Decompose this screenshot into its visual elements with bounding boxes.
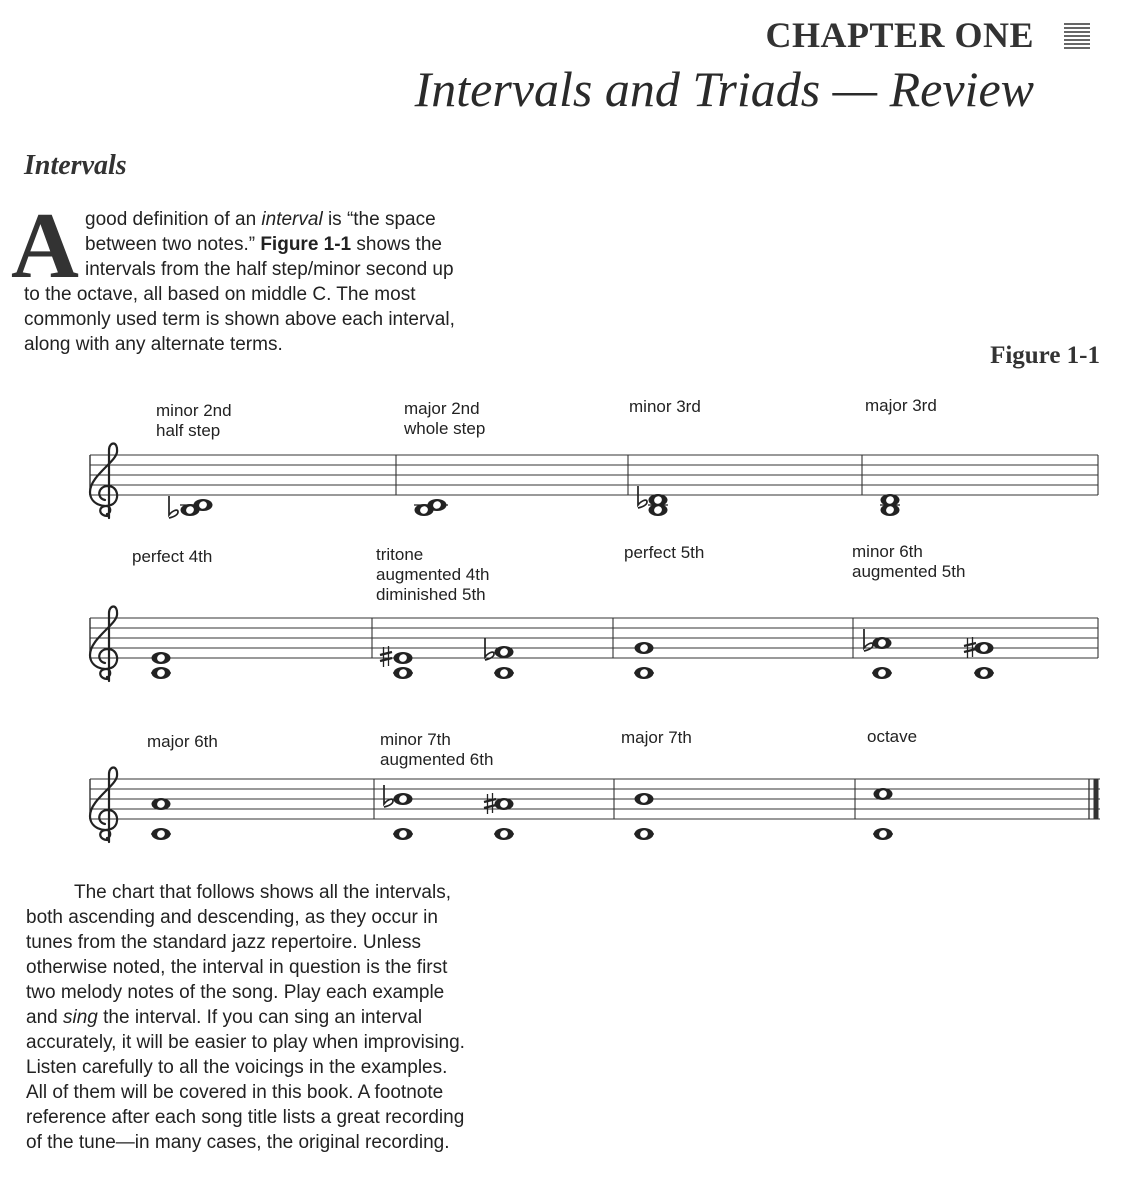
body-line: Listen carefully to all the voicings in the examples.: [26, 1057, 448, 1078]
notes-major-3rd: [880, 494, 900, 516]
interval-label-minor-2nd: minor 2nd half step: [156, 401, 232, 440]
body-line: accurately, it will be easier to play when improvising.: [26, 1032, 465, 1053]
chapter-title: Intervals and Triads — Review: [414, 61, 1034, 117]
body-paragraph: [26, 880, 546, 1155]
interval-label-perfect-5th: perfect 5th: [624, 543, 705, 562]
chapter-label: CHAPTER ONE: [765, 15, 1034, 55]
body-line: of the tune—in many cases, the original recording.: [26, 1132, 450, 1153]
staff-system-1: [90, 444, 1098, 519]
notes-minor-3rd: [638, 486, 668, 516]
body-line: both ascending and descending, as they occur in: [26, 907, 438, 928]
interval-label-major-3rd: major 3rd: [865, 396, 937, 415]
notes-octave: [873, 788, 893, 840]
interval-label-tritone: tritone augmented 4th diminished 5th: [376, 545, 490, 604]
intro-line: along with any alternate terms.: [24, 334, 283, 355]
body-line: All of them will be covered in this book. A footnote: [26, 1082, 444, 1103]
notes-minor-7th: [384, 785, 514, 840]
interval-label-octave: octave: [867, 727, 918, 746]
interval-label-minor-6th: minor 6th augmented 5th: [852, 542, 966, 581]
staff-system-2: [90, 607, 1098, 682]
notes-minor-2nd: [169, 496, 213, 518]
interval-label-major-2nd: major 2nd whole step: [404, 399, 486, 438]
notes-perfect-4th: [151, 652, 171, 679]
notes-major-7th: [634, 793, 654, 840]
body-line: The chart that follows shows all the intervals,: [74, 882, 452, 903]
body-line: reference after each song title lists a great recording: [26, 1107, 465, 1128]
figure-label: Figure 1-1: [990, 342, 1100, 369]
notes-major-2nd: [414, 499, 448, 516]
drop-cap: A: [11, 194, 79, 298]
intro-line: to the octave, all based on middle C. The most: [24, 284, 416, 305]
interval-label-major-6th: major 6th: [147, 732, 218, 751]
body-line: two melody notes of the song. Play each example: [26, 982, 445, 1003]
interval-label-major-7th: major 7th: [621, 728, 692, 747]
intro-line: intervals from the half step/minor second up: [85, 259, 454, 280]
staff-system-3: [90, 768, 1100, 843]
interval-label-minor-7th: minor 7th augmented 6th: [380, 730, 494, 769]
intro-line: commonly used term is shown above each interval,: [24, 309, 455, 330]
interval-label-perfect-4th: perfect 4th: [132, 547, 213, 566]
notes-minor-6th: [864, 629, 994, 679]
interval-label-minor-3rd: minor 3rd: [629, 397, 701, 416]
intro-line: good definition of an interval is “the space: [85, 209, 436, 230]
body-line: otherwise noted, the interval in question is the first: [26, 957, 448, 978]
notes-perfect-5th: [634, 642, 654, 679]
body-line: tunes from the standard jazz repertoire. Unless: [26, 932, 421, 953]
section-title: Intervals: [24, 150, 127, 181]
intro-line: between two notes.” Figure 1-1 shows the: [85, 234, 442, 255]
body-line: and sing the interval. If you can sing an interval: [26, 1007, 423, 1028]
